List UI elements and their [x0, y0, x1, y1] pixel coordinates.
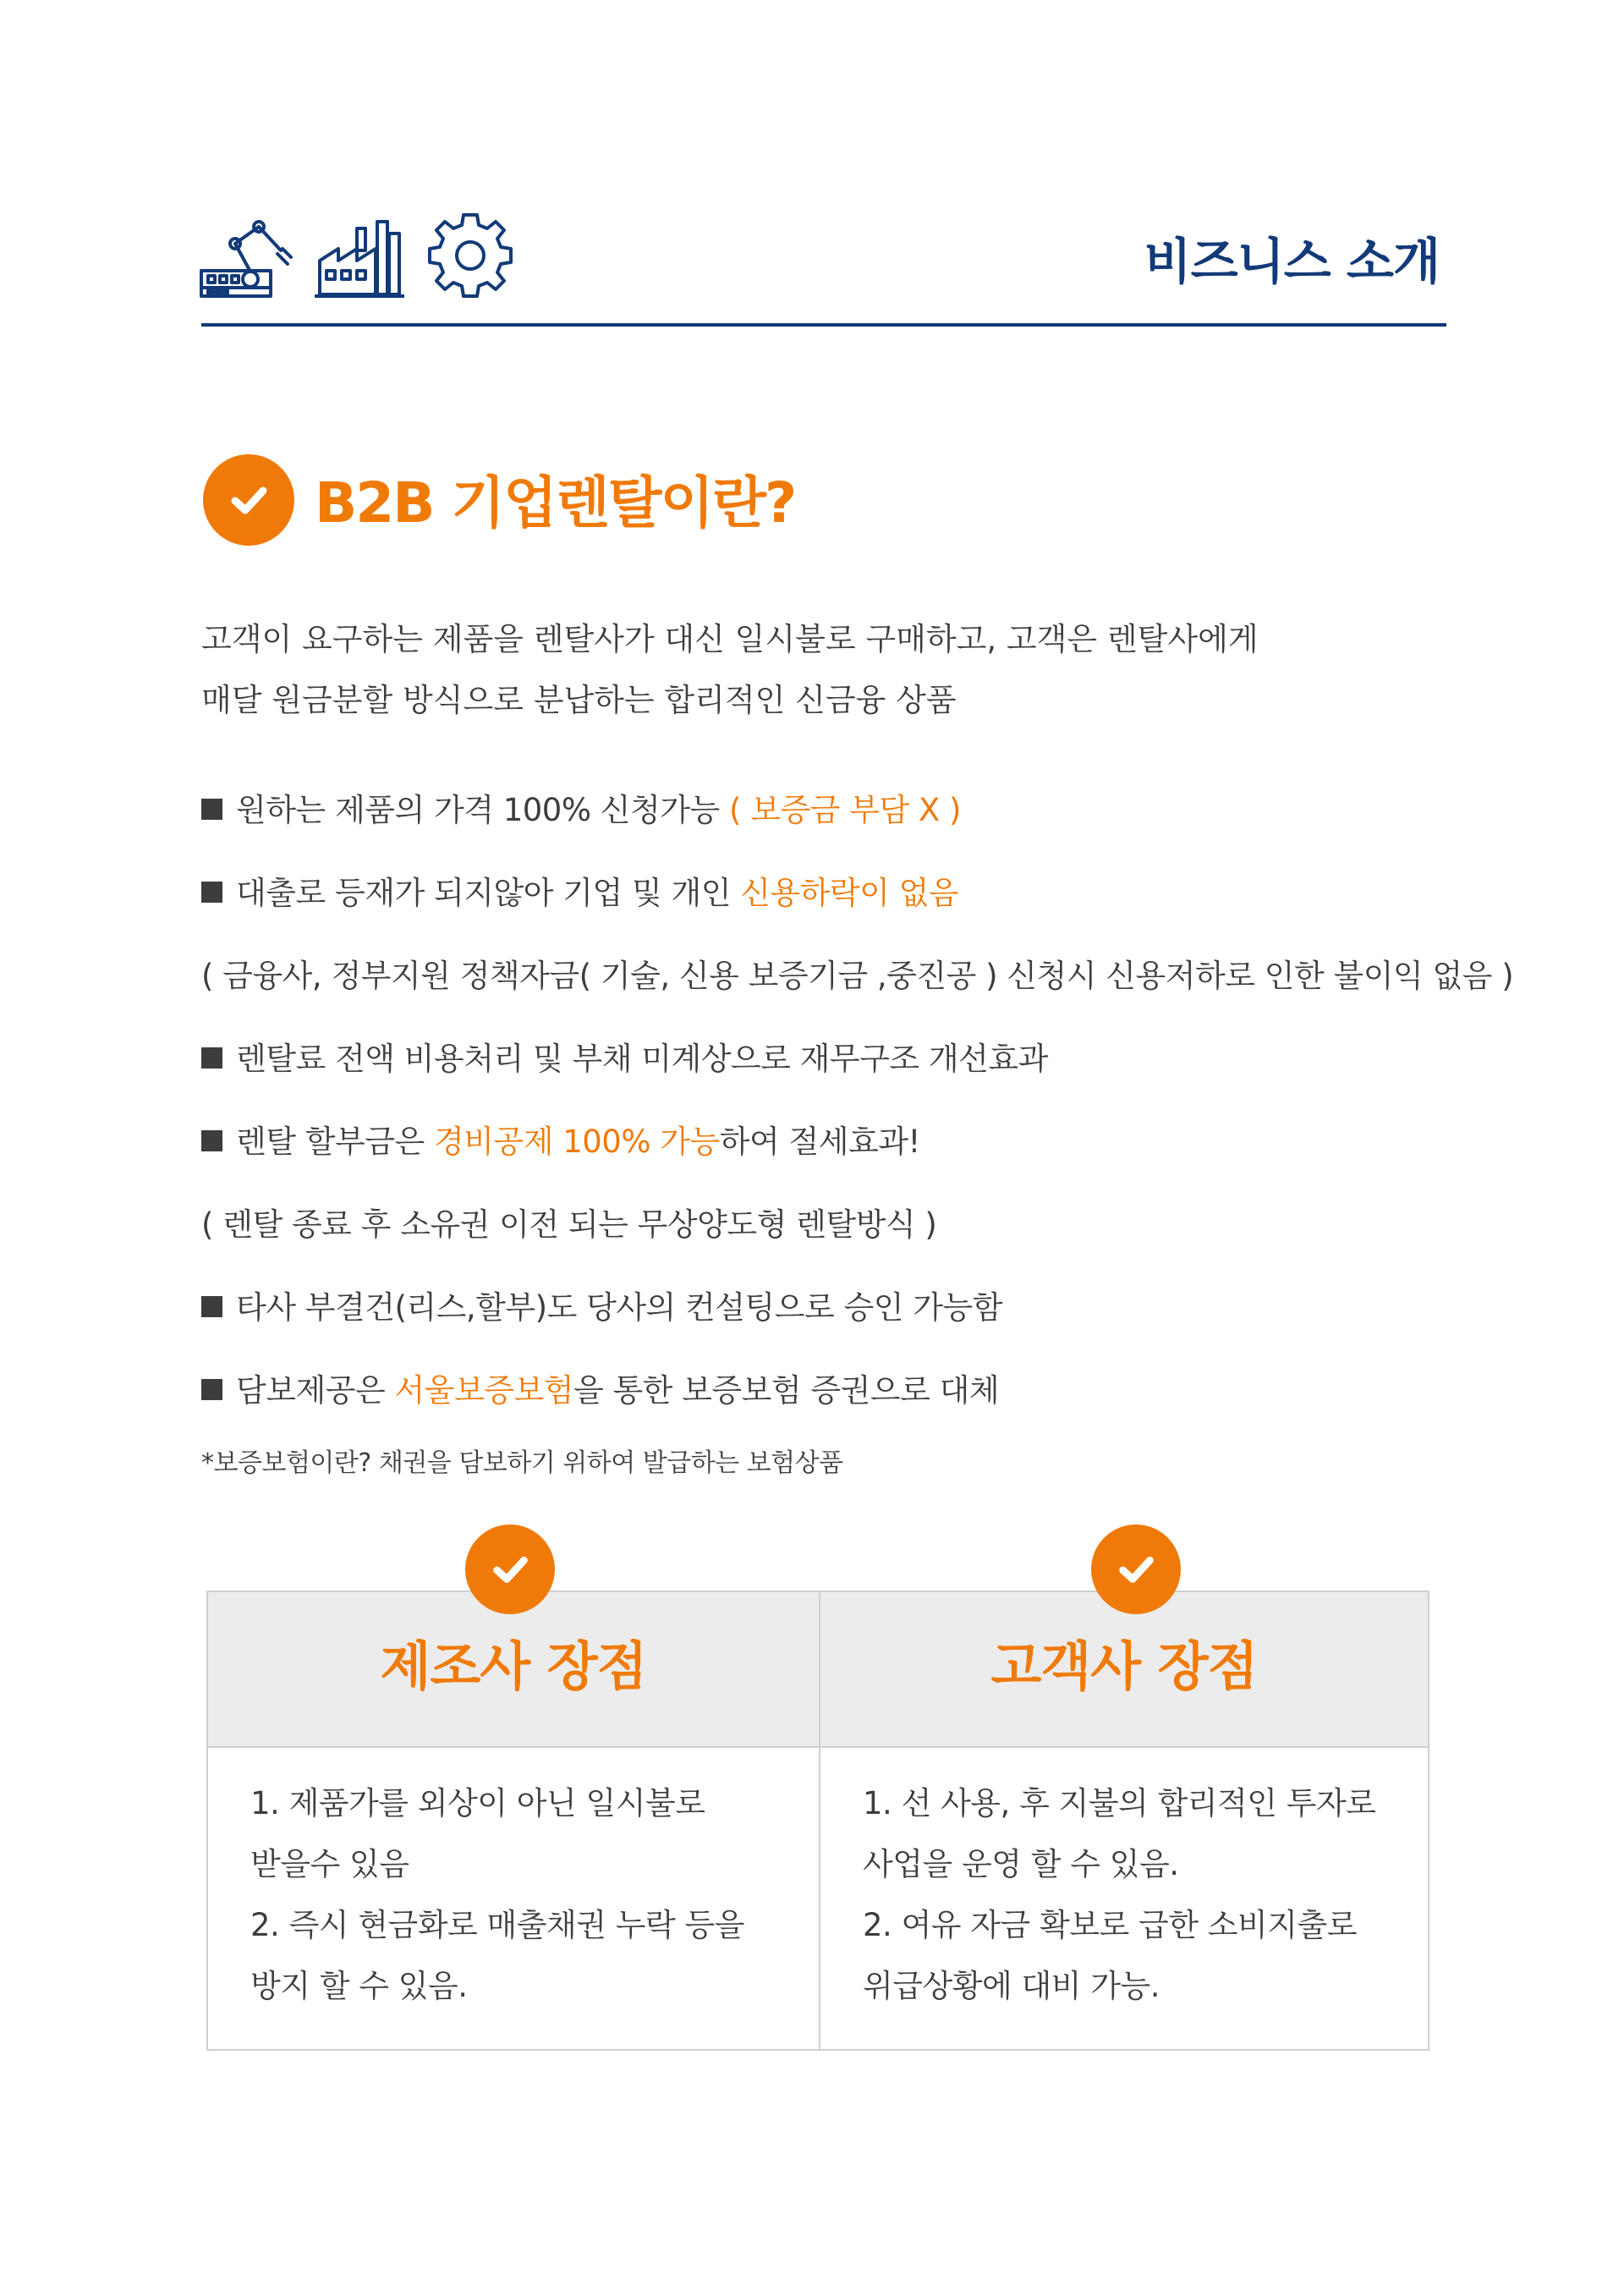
advantages-table: [206, 1591, 1429, 2051]
list-item: 받을수 있음: [250, 1846, 409, 1882]
header-divider: [201, 323, 1446, 327]
benefit-text: 원하는 제품의 가격 100% 신청가능: [236, 792, 729, 828]
intro-line: 매달 원금분할 방식으로 분납하는 합리적인 신금융 상품: [201, 682, 957, 718]
list-item: 1. 선 사용, 후 지불의 합리적인 투자로: [863, 1785, 1376, 1821]
manufacturer-advantages-list: [250, 1773, 744, 2017]
benefit-item: [201, 1288, 1002, 1328]
manufacturer-advantages-title: 제조사 장점: [380, 1635, 647, 1697]
header-icons: [200, 212, 514, 299]
benefit-highlight: 경비공제 100% 가능: [433, 1124, 720, 1160]
bullet-square-icon: [201, 1047, 222, 1069]
bullet-square-icon: [201, 799, 222, 820]
list-item: 2. 여유 자금 확보로 급한 소비지출로: [863, 1907, 1357, 1943]
benefit-item: [201, 1122, 920, 1162]
customer-advantages-list: [863, 1773, 1376, 2017]
benefit-item: [201, 1371, 999, 1411]
benefit-highlight: 신용하락이 없음: [740, 875, 959, 911]
gear-icon: [426, 212, 514, 299]
bullet-square-icon: [201, 1296, 222, 1317]
section-heading: B2B 기업렌탈이란?: [315, 470, 796, 536]
benefit-text: 을 통한 보증보험 증권으로 대체: [573, 1372, 1000, 1409]
bullet-square-icon: [201, 1130, 222, 1151]
benefit-note: ( 금융사, 정부지원 정책자금( 기술, 신용 보증기금 ,중진공 ) 신청시 신용저하로 인한 불이익 없음 ): [201, 958, 1514, 994]
benefit-text: 렌탈료 전액 비용처리 및 부채 미계상으로 재무구조 개선효과: [236, 1041, 1048, 1077]
list-item: 위급상황에 대비 가능.: [863, 1968, 1160, 2004]
list-item: 방지 할 수 있음.: [250, 1968, 468, 2004]
benefit-note: ( 렌탈 종료 후 소유권 이전 되는 무상양도형 렌탈방식 ): [201, 1206, 937, 1243]
benefit-item: [201, 790, 961, 831]
benefit-text: 타사 부결건(리스,할부)도 당사의 컨설팅으로 승인 가능함: [236, 1289, 1003, 1326]
bullet-square-icon: [201, 1379, 222, 1400]
page-title: 비즈니스 소개: [1144, 233, 1440, 290]
benefit-text: 하여 절세효과!: [719, 1124, 920, 1160]
benefit-text: 담보제공은: [236, 1372, 395, 1409]
robot-arm-icon: [200, 217, 293, 299]
benefit-highlight: 서울보증보험: [394, 1372, 573, 1409]
intro-line: 고객이 요구하는 제품을 렌탈사가 대신 일시불로 구매하고, 고객은 렌탈사에게: [201, 621, 1259, 657]
customer-advantages-title: 고객사 장점: [990, 1635, 1258, 1697]
check-circle-icon: [465, 1525, 555, 1614]
benefit-text: 대출로 등재가 되지않아 기업 및 개인: [236, 875, 741, 911]
check-circle-icon: [1091, 1525, 1181, 1614]
bullet-square-icon: [201, 882, 222, 903]
intro-paragraph: [201, 609, 1259, 731]
factory-icon: [315, 217, 404, 299]
benefit-item: [201, 1039, 1048, 1080]
list-item: 2. 즉시 현금화로 매출채권 누락 등을: [250, 1907, 744, 1943]
check-circle-icon: [203, 454, 294, 546]
footnote: *보증보험이란? 채권을 담보하기 위하여 발급하는 보험상품: [201, 1448, 843, 1478]
list-item: 1. 제품가를 외상이 아닌 일시불로: [250, 1785, 705, 1821]
benefit-highlight: ( 보증금 부담 X ): [729, 792, 961, 828]
benefit-text: 렌탈 할부금은: [236, 1124, 434, 1160]
benefit-item: [201, 873, 958, 914]
list-item: 사업을 운영 할 수 있음.: [863, 1846, 1179, 1882]
